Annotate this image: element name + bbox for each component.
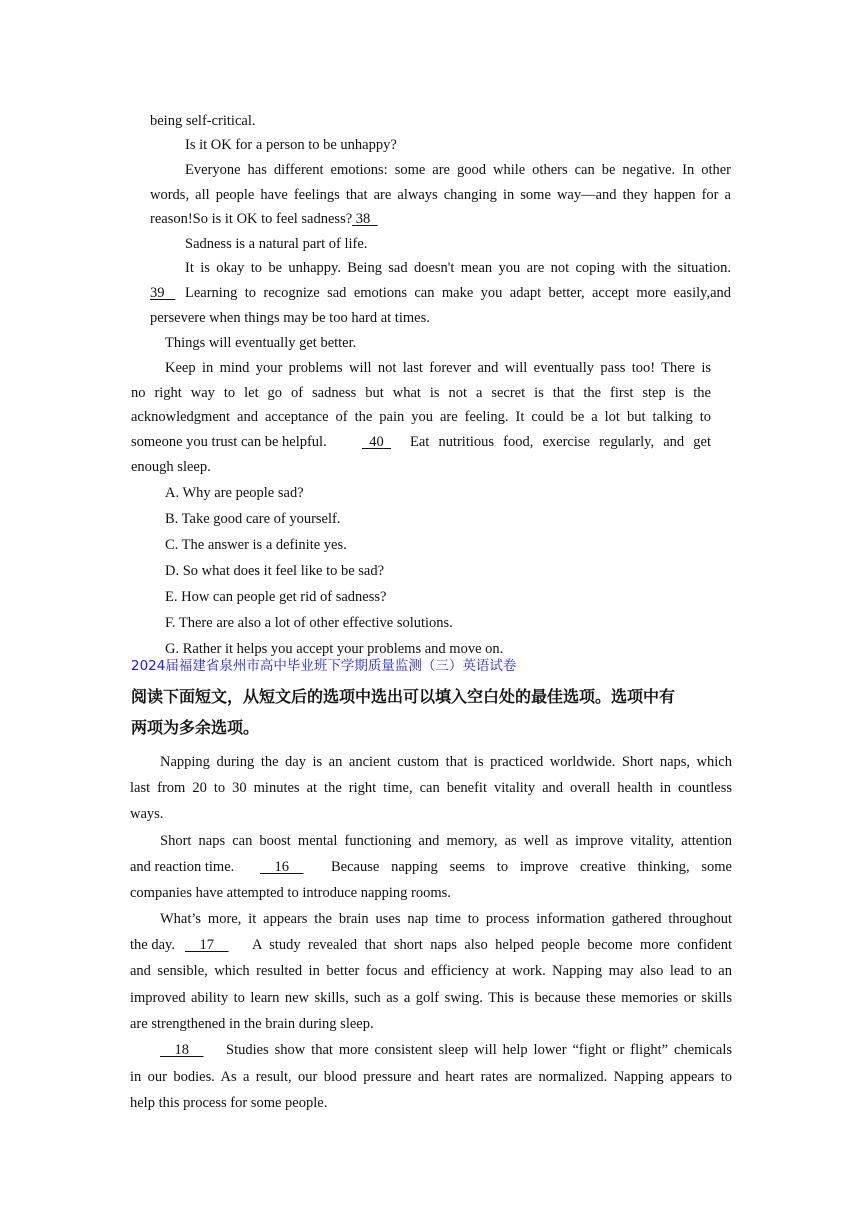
text-line: What’s more, it appears the brain uses nap time to process information gathered throughout — [160, 911, 732, 927]
blank-18: 18 — [174, 1042, 189, 1058]
text-line — [260, 857, 304, 877]
instruction-line: 两项为多余选项。 — [131, 718, 260, 737]
text-line: and sensible, which resulted in better focus and efficiency at work. Napping may also lead to an — [130, 963, 732, 979]
text-line: A study revealed that short naps also helped people become more confident — [252, 937, 732, 953]
text-line: Is it OK for a person to be unhappy? — [185, 137, 397, 153]
text-line: someone you trust can be helpful. — [131, 434, 327, 450]
text-line — [362, 432, 391, 452]
text-line: acknowledgment and acceptance of the pain you are feeling. It could be a lot but talking to — [131, 409, 711, 425]
text-line: persevere when things may be too hard at times. — [150, 310, 430, 326]
blank-40: 40 — [369, 434, 384, 450]
option-g: G. Rather it helps you accept your problems and move on. — [165, 641, 504, 657]
text-line: being self-critical. — [150, 113, 256, 129]
option-f: F. There are also a lot of other effective solutions. — [165, 615, 453, 631]
text-line: companies have attempted to introduce napping rooms. — [130, 885, 451, 901]
text-line: no right way to let go of sadness but what is not a secret is that the first step is the — [131, 385, 711, 401]
blank-17: 17 — [199, 937, 214, 953]
text-line: It is okay to be unhappy. Being sad doesn't mean you are not coping with the situation. — [185, 260, 731, 276]
text-line — [150, 283, 175, 303]
text-line: last from 20 to 30 minutes at the right time, can benefit vitality and overall health in countless — [130, 780, 732, 796]
option-a: A. Why are people sad? — [165, 485, 304, 501]
text-line — [160, 1040, 204, 1060]
option-e: E. How can people get rid of sadness? — [165, 589, 387, 605]
text-line — [150, 209, 378, 229]
text-line: in our bodies. As a result, our blood pressure and heart rates are normalized. Napping appears to — [130, 1069, 732, 1085]
exam-title: 2024届福建省泉州市高中毕业班下学期质量监测（三）英语试卷 — [131, 658, 517, 674]
text-line: Everyone has different emotions: some are good while others can be negative. In other — [185, 162, 731, 178]
text-line: Napping during the day is an ancient custom that is practiced worldwide. Short naps, which — [160, 754, 732, 770]
text-line: Because napping seems to improve creative thinking, some — [331, 859, 732, 875]
text-segment: reason!So is it OK to feel sadness? — [150, 211, 353, 227]
text-line — [185, 935, 229, 955]
option-d: D. So what does it feel like to be sad? — [165, 563, 385, 579]
text-line: Eat nutritious food, exercise regularly, and get — [410, 434, 711, 450]
text-line: enough sleep. — [131, 459, 211, 475]
text-line: Short naps can boost mental functioning and memory, as well as improve vitality, attention — [160, 833, 732, 849]
instruction-line: 阅读下面短文，从短文后的选项中选出可以填入空白处的最佳选项。选项中有 — [131, 687, 676, 706]
text-line: improved ability to learn new skills, such as a golf swing. This is because these memories or skills — [130, 990, 732, 1006]
blank-38: 38 — [355, 211, 371, 227]
text-line: and reaction time. — [130, 859, 235, 875]
text-line: Learning to recognize sad emotions can make you adapt better, accept more easily,and — [185, 285, 731, 301]
text-line: ways. — [130, 806, 164, 822]
text-line: Keep in mind your problems will not last forever and will eventually pass too! There is — [165, 360, 711, 376]
text-line: help this process for some people. — [130, 1095, 328, 1111]
option-c: C. The answer is a definite yes. — [165, 537, 347, 553]
blank-39: 39 — [150, 285, 165, 301]
text-line: words, all people have feelings that are always changing in some way—and they happen for a — [150, 187, 731, 203]
blank-16: 16 — [274, 859, 289, 875]
text-line: the day. — [130, 937, 175, 953]
text-line: Studies show that more consistent sleep will help lower “fight or flight” chemicals — [226, 1042, 732, 1058]
text-line: Things will eventually get better. — [165, 335, 357, 351]
text-line: Sadness is a natural part of life. — [185, 236, 368, 252]
option-b: B. Take good care of yourself. — [165, 511, 341, 527]
text-line: are strengthened in the brain during sleep. — [130, 1016, 374, 1032]
